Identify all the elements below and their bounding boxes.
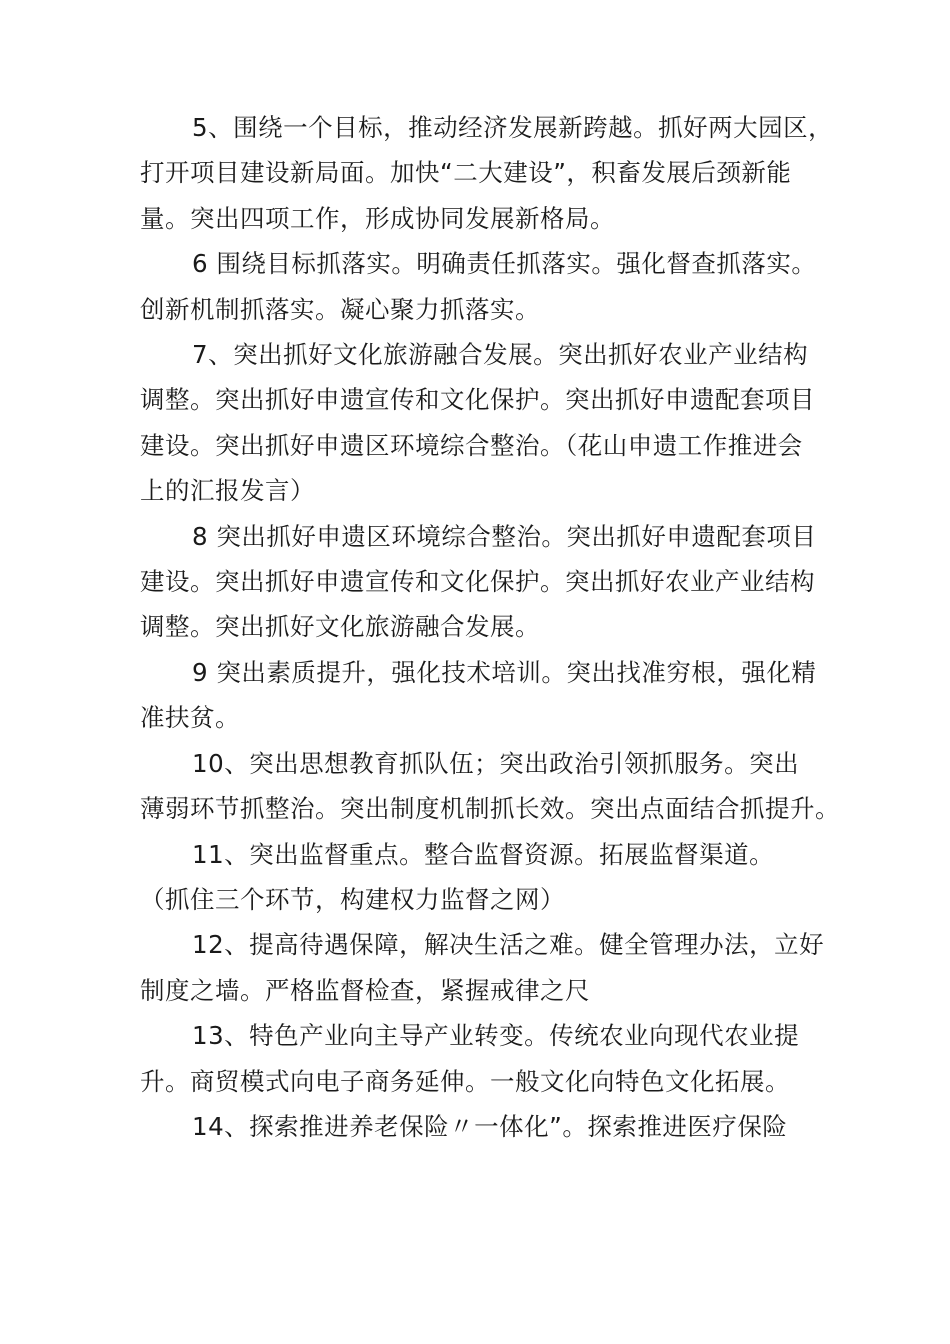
paragraph-12: [140, 922, 825, 1013]
text-line: 13、特色产业向主导产业转变。传统农业向现代农业提: [192, 1021, 800, 1051]
text-line: （抓住三个环节，构建权力监督之网）: [140, 884, 565, 914]
paragraph-10: [140, 741, 840, 832]
text-line: 11、突出监督重点。整合监督资源。拓展监督渠道。: [192, 839, 775, 869]
text-line: 调整。突出抓好文化旅游融合发展。: [140, 612, 540, 642]
text-line: 打开项目建设新局面。加快“二大建设”，积畜发展后颈新能: [140, 158, 792, 188]
text-line: 创新机制抓落实。凝心聚力抓落实。: [140, 294, 540, 324]
paragraph-7: [140, 332, 815, 514]
paragraph-13: [140, 1013, 815, 1104]
document-body: [140, 105, 840, 1149]
text-line: 上的汇报发言）: [140, 476, 315, 506]
text-line: 量。突出四项工作，形成协同发展新格局。: [140, 203, 615, 233]
text-line: 建设。突出抓好申遗区环境综合整治。（花山申遗工作推进会: [140, 430, 803, 460]
paragraph-11: [140, 832, 815, 923]
text-line: 建设。突出抓好申遗宣传和文化保护。突出抓好农业产业结构: [140, 567, 815, 597]
text-line: 8 突出抓好申遗区环境综合整治。突出抓好申遗配套项目: [192, 521, 817, 551]
text-line: 5、围绕一个目标，推动经济发展新跨越。抓好两大园区，: [192, 113, 834, 142]
paragraph-5: [140, 105, 834, 241]
text-line: 准扶贫。: [140, 703, 240, 733]
text-line: 薄弱环节抓整治。突出制度机制抓长效。突出点面结合抓提升。: [140, 794, 840, 824]
text-line: 调整。突出抓好申遗宣传和文化保护。突出抓好申遗配套项目: [140, 385, 815, 415]
paragraph-9: [140, 650, 815, 741]
text-line: 9 突出素质提升，强化技术培训。突出找准穷根，强化精: [192, 657, 817, 687]
text-line: 6 围绕目标抓落实。明确责任抓落实。强化督查抓落实。: [192, 249, 817, 279]
text-line: 制度之墙。严格监督检查，紧握戒律之尺: [140, 975, 590, 1005]
text-line: 升。商贸模式向电子商务延伸。一般文化向特色文化拓展。: [140, 1066, 790, 1096]
text-line: 10、突出思想教育抓队伍；突出政治引领抓服务。突出: [192, 748, 800, 778]
text-line: 14、探索推进养老保险〃一体化”。探索推进医疗保险: [192, 1111, 788, 1141]
text-line: 7、突出抓好文化旅游融合发展。突出抓好农业产业结构: [192, 340, 809, 370]
paragraph-6: [140, 241, 815, 332]
paragraph-14: [140, 1104, 815, 1149]
text-line: 12、提高待遇保障，解决生活之难。健全管理办法，立好: [192, 930, 825, 960]
paragraph-8: [140, 514, 815, 650]
